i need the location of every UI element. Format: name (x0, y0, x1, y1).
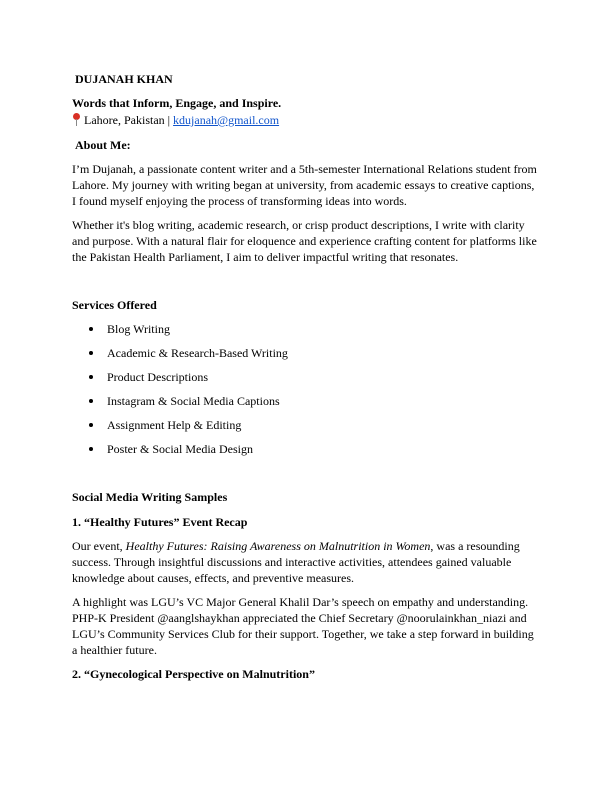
round-pushpin-icon (72, 113, 81, 126)
event-title: Healthy Futures: Raising Awareness on Malnutrition in Women (125, 539, 431, 553)
contact-line (72, 112, 279, 128)
bullet-icon (89, 375, 93, 379)
bullet-icon (89, 327, 93, 331)
services-heading: Services Offered (72, 298, 157, 312)
sample-1-paragraph-2: A highlight was LGU’s VC Major General Khalil Dar’s speech on empathy and understanding. PHP-K President @aanglshaykhan appreciated the Chief Secretary @noorulainkhan_niazi and LGU’s Community Services Club for their support. Together, we take a step forward in building a healthier future. (72, 595, 534, 657)
bullet-icon (89, 399, 93, 403)
author-name: DUJANAH KHAN (75, 72, 173, 86)
sample-1-title: 1. “Healthy Futures” Event Recap (72, 515, 248, 529)
about-paragraph-2: Whether it's blog writing, academic research, or crisp product descriptions, I write with clarity and purpose. With a natural flair for eloquence and experience crafting content for platforms like the Pakistan Health Parliament, I aim to deliver impactful writing that resonates. (72, 218, 537, 264)
list-item: Product Descriptions (72, 369, 288, 393)
tagline: Words that Inform, Engage, and Inspire. (72, 96, 282, 110)
list-item: Blog Writing (72, 321, 288, 345)
location-text: Lahore, Pakistan | (84, 113, 174, 127)
bullet-icon (89, 423, 93, 427)
list-item: Poster & Social Media Design (72, 441, 288, 465)
sample-1-paragraph-1: Our event, Healthy Futures: Raising Awareness on Malnutrition in Women, was a resounding success. Through insightful discussions and interactive activities, attendees gained valuable knowledge about causes, effects, and preventive measures. (72, 539, 520, 585)
sample-2-title: 2. “Gynecological Perspective on Malnutrition” (72, 667, 315, 681)
services-list (72, 321, 288, 465)
samples-heading: Social Media Writing Samples (72, 490, 228, 504)
list-item: Instagram & Social Media Captions (72, 393, 288, 417)
list-item: Assignment Help & Editing (72, 417, 288, 441)
list-item: Academic & Research-Based Writing (72, 345, 288, 369)
bullet-icon (89, 447, 93, 451)
bullet-icon (89, 351, 93, 355)
email-link[interactable]: kdujanah@gmail.com (173, 113, 280, 127)
about-paragraph-1: About Me: I’m Dujanah, a passionate content writer and a 5th-semester International Relations student from Lahore. My journey with writing began at university, from academic essays to creative captions, I found myself enjoying the process of transforming ideas into words. (72, 138, 537, 208)
about-heading: About Me: (75, 138, 131, 152)
